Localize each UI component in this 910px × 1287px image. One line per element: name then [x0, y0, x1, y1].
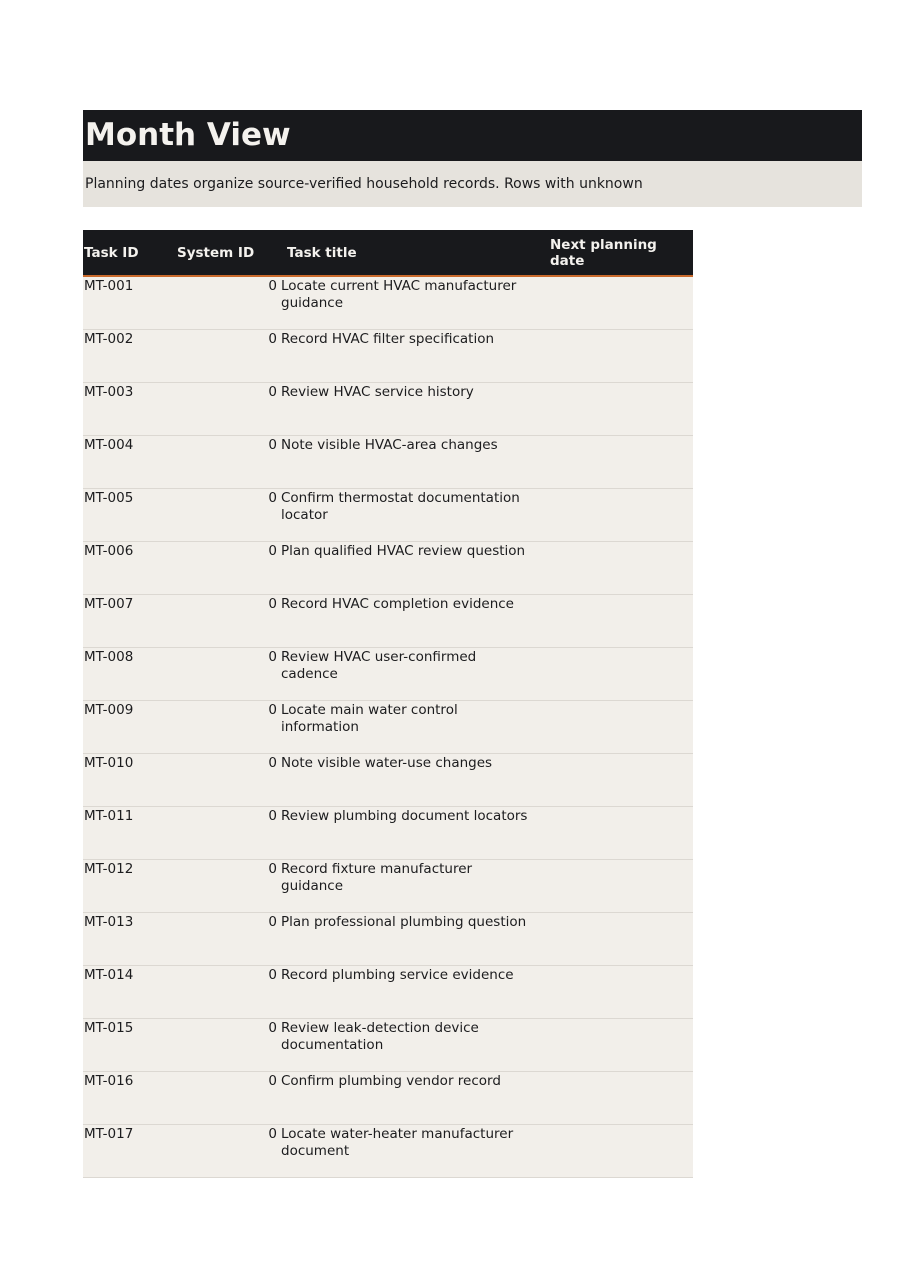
next-planning-date-cell — [539, 754, 693, 807]
next-planning-date-cell — [539, 966, 693, 1019]
subtitle-edge — [693, 207, 862, 208]
task-title-text: Locate main water control information — [281, 702, 458, 735]
system-id-cell — [166, 966, 276, 1019]
task-sequence-value: 0 — [268, 596, 277, 612]
task-title-cell — [268, 807, 539, 860]
task-title-text: Record plumbing service evidence — [281, 967, 514, 983]
system-id-cell — [166, 595, 276, 648]
task-id-cell: MT-016 — [83, 1072, 166, 1125]
task-title-cell — [268, 595, 539, 648]
task-title-cell — [268, 648, 539, 701]
table-row[interactable] — [83, 807, 693, 860]
task-id-cell: MT-011 — [83, 807, 166, 860]
next-planning-date-cell — [539, 807, 693, 860]
system-id-cell — [166, 648, 276, 701]
task-sequence-value: 0 — [268, 331, 277, 347]
task-id-cell: MT-003 — [83, 383, 166, 436]
task-title-text: Plan professional plumbing question — [281, 914, 527, 930]
task-title-cell — [268, 754, 539, 807]
next-planning-date-cell — [539, 383, 693, 436]
column-header-task-title[interactable]: Task title — [276, 230, 539, 276]
task-sequence-value: 0 — [268, 437, 277, 453]
task-title-cell — [268, 966, 539, 1019]
next-planning-date-cell — [539, 701, 693, 754]
task-title-cell — [268, 276, 539, 330]
system-id-cell — [166, 330, 276, 383]
task-sequence-value: 0 — [268, 543, 277, 559]
task-title-text: Locate water-heater manufacturer document — [281, 1126, 514, 1159]
system-id-cell — [166, 383, 276, 436]
system-id-cell — [166, 860, 276, 913]
table-row[interactable] — [83, 913, 693, 966]
task-title-text: Record HVAC completion evidence — [281, 596, 514, 612]
system-id-cell — [166, 276, 276, 330]
task-title-text: Note visible water-use changes — [281, 755, 493, 771]
task-sequence-value: 0 — [268, 490, 277, 506]
system-id-cell — [166, 1019, 276, 1072]
table-row[interactable] — [83, 330, 693, 383]
column-header-task-id[interactable]: Task ID — [83, 230, 166, 276]
task-sequence-value: 0 — [268, 1020, 277, 1036]
table-body — [83, 276, 693, 1178]
column-header-next-planning-date[interactable]: Next planning date — [539, 230, 693, 276]
task-id-cell: MT-001 — [83, 276, 166, 330]
system-id-cell — [166, 489, 276, 542]
next-planning-date-cell — [539, 1125, 693, 1178]
task-title-text: Review leak-detection device documentation — [281, 1020, 479, 1053]
task-sequence-value: 0 — [268, 967, 277, 983]
task-sequence-value: 0 — [268, 1073, 277, 1089]
next-planning-date-cell — [539, 436, 693, 489]
table-header-row — [83, 230, 693, 276]
table-row[interactable] — [83, 966, 693, 1019]
table-row[interactable] — [83, 1072, 693, 1125]
system-id-cell — [166, 436, 276, 489]
table-row[interactable] — [83, 860, 693, 913]
task-id-cell: MT-012 — [83, 860, 166, 913]
task-id-cell: MT-010 — [83, 754, 166, 807]
task-title-cell — [268, 489, 539, 542]
task-id-cell: MT-017 — [83, 1125, 166, 1178]
task-title-text: Review HVAC service history — [281, 384, 474, 400]
task-title-text: Record HVAC filter specification — [281, 331, 495, 347]
task-sequence-value: 0 — [268, 384, 277, 400]
next-planning-date-cell — [539, 330, 693, 383]
task-title-text: Record fixture manufacturer guidance — [281, 861, 473, 894]
task-sequence-value: 0 — [268, 808, 277, 824]
table-row[interactable] — [83, 276, 693, 330]
month-view-table — [83, 230, 693, 1178]
column-header-system-id[interactable]: System ID — [166, 230, 276, 276]
table-row[interactable] — [83, 542, 693, 595]
task-id-cell: MT-002 — [83, 330, 166, 383]
subtitle-tail — [694, 161, 862, 207]
table-row[interactable] — [83, 1019, 693, 1072]
table-row[interactable] — [83, 436, 693, 489]
title-bar — [83, 110, 862, 161]
task-title-cell — [268, 330, 539, 383]
task-sequence-value: 0 — [268, 755, 277, 771]
task-id-cell: MT-006 — [83, 542, 166, 595]
task-id-cell: MT-004 — [83, 436, 166, 489]
task-id-cell: MT-005 — [83, 489, 166, 542]
next-planning-date-cell — [539, 489, 693, 542]
next-planning-date-cell — [539, 276, 693, 330]
task-title-text: Review plumbing document locators — [281, 808, 528, 824]
table-row[interactable] — [83, 489, 693, 542]
next-planning-date-cell — [539, 1072, 693, 1125]
task-sequence-value: 0 — [268, 1126, 277, 1142]
table-row[interactable] — [83, 648, 693, 701]
task-title-cell — [268, 913, 539, 966]
task-sequence-value: 0 — [268, 914, 277, 930]
next-planning-date-cell — [539, 648, 693, 701]
task-title-cell — [268, 1019, 539, 1072]
task-id-cell: MT-008 — [83, 648, 166, 701]
task-title-cell — [268, 1125, 539, 1178]
next-planning-date-cell — [539, 1019, 693, 1072]
task-sequence-value: 0 — [268, 649, 277, 665]
task-sequence-value: 0 — [268, 278, 277, 294]
task-title-cell — [268, 436, 539, 489]
system-id-cell — [166, 1072, 276, 1125]
task-id-cell: MT-007 — [83, 595, 166, 648]
next-planning-date-cell — [539, 542, 693, 595]
task-title-text: Plan qualified HVAC review question — [281, 543, 526, 559]
task-title-text: Confirm thermostat documentation locator — [281, 490, 520, 523]
task-title-cell — [268, 542, 539, 595]
next-planning-date-cell — [539, 860, 693, 913]
task-id-cell: MT-014 — [83, 966, 166, 1019]
task-title-text: Locate current HVAC manufacturer guidance — [281, 278, 517, 311]
subtitle-bar — [83, 161, 862, 207]
task-sequence-value: 0 — [268, 861, 277, 877]
system-id-cell — [166, 1125, 276, 1178]
subtitle-clip — [83, 161, 694, 207]
table-row[interactable] — [83, 383, 693, 436]
task-id-cell: MT-013 — [83, 913, 166, 966]
task-title-cell — [268, 1072, 539, 1125]
system-id-cell — [166, 542, 276, 595]
page-subtitle: Planning dates organize source-verified household records. Rows with unknown — [85, 176, 643, 192]
table-row[interactable] — [83, 754, 693, 807]
table-row[interactable] — [83, 701, 693, 754]
task-title-text: Note visible HVAC-area changes — [281, 437, 498, 453]
task-id-cell: MT-015 — [83, 1019, 166, 1072]
task-id-cell: MT-009 — [83, 701, 166, 754]
next-planning-date-cell — [539, 913, 693, 966]
table-row[interactable] — [83, 1125, 693, 1178]
system-id-cell — [166, 807, 276, 860]
system-id-cell — [166, 754, 276, 807]
system-id-cell — [166, 701, 276, 754]
task-title-text: Confirm plumbing vendor record — [281, 1073, 501, 1089]
task-title-cell — [268, 701, 539, 754]
table-row[interactable] — [83, 595, 693, 648]
task-title-cell — [268, 860, 539, 913]
task-sequence-value: 0 — [268, 702, 277, 718]
system-id-cell — [166, 913, 276, 966]
task-title-cell — [268, 383, 539, 436]
next-planning-date-cell — [539, 595, 693, 648]
page-title: Month View — [85, 117, 291, 153]
task-title-text: Review HVAC user-confirmed cadence — [281, 649, 477, 682]
